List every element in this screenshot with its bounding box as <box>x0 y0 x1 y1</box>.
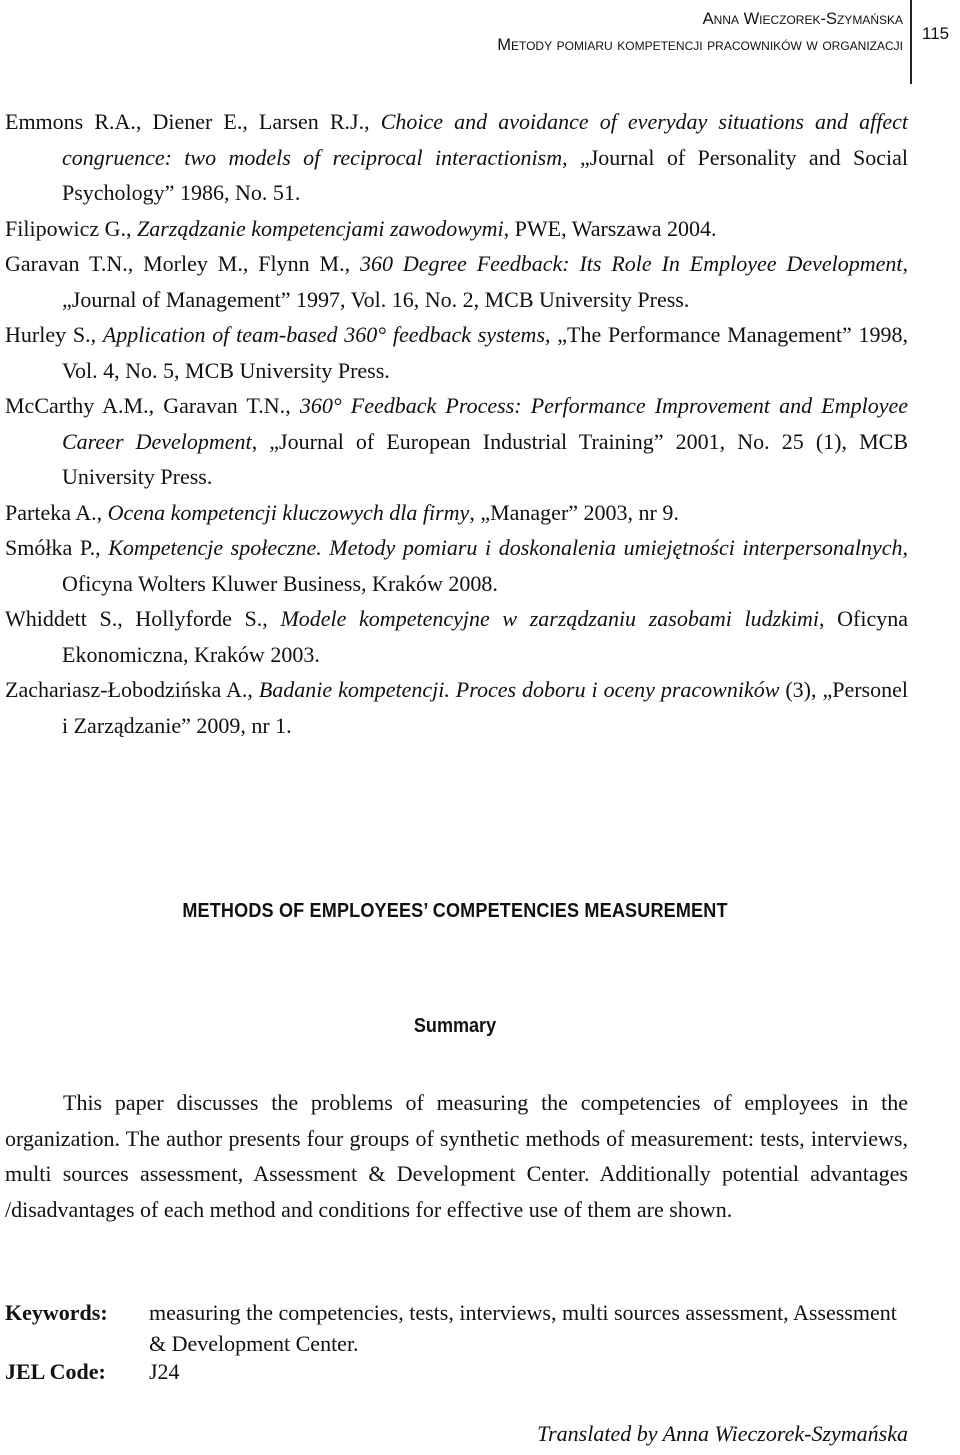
reference-source: , „Journal of Management” 1997, Vol. 16, No. 2, MCB University Press. <box>62 251 909 312</box>
reference-item: Filipowicz G., Zarządzanie kompetencjami zawodowymi, PWE, Warszawa 2004. <box>5 215 717 241</box>
reference-title: Zarządzanie kompetencjami zawodowymi <box>137 215 504 241</box>
reference-authors: Parteka A. <box>5 499 97 525</box>
reference-authors: Zachariasz-Łobodzińska A. <box>5 677 248 702</box>
reference-item: Emmons R.A., Diener E., Larsen R.J., Choice and avoidance of everyday situations and affect congruence: two models of reciprocal interactionism, „Journal of Personality and Social Psychology” 1986, No. 51. <box>5 109 908 205</box>
reference-title: Application of team-based 360° feedback systems <box>102 322 546 347</box>
reference-source: , „The Performance Management” 1998, Vol. 4, No. 5, MCB University Press. <box>62 322 909 383</box>
reference-authors: Hurley S. <box>5 322 91 347</box>
reference-source: , Oficyna Wolters Kluwer Business, Kraków 2008. <box>62 535 909 596</box>
reference-authors: McCarthy A.M., Garavan T.N. <box>5 393 286 418</box>
reference-authors: Whiddett S., Hollyforde S. <box>5 606 263 631</box>
reference-item: Whiddett S., Hollyforde S., Modele kompetencyjne w zarządzaniu zasobami ludzkimi, Oficyna Ekonomiczna, Kraków 2003. <box>5 606 909 667</box>
reference-title: Modele kompetencyjne w zarządzaniu zasobami ludzkimi <box>280 606 820 631</box>
jel-label: JEL Code: <box>5 1359 106 1384</box>
reference-item: McCarthy A.M., Garavan T.N., 360° Feedback Process: Performance Improvement and Employee Career Development, „Journal of European Industrial Training” 2001, No. 25 (1), MCB University Press. <box>5 393 909 489</box>
header-author: Anna Wieczorek-Szymańska <box>702 10 903 28</box>
reference-item: Garavan T.N., Morley M., Flynn M., 360 Degree Feedback: Its Role In Employee Development, „Journal of Management” 1997, Vol. 16, No. 2, MCB University Press. <box>5 251 909 312</box>
reference-item: Parteka A., Ocena kompetencji kluczowych dla firmy, „Manager” 2003, nr 9. <box>5 499 679 525</box>
header-journal-title: Metody pomiaru kompetencji pracowników w organizacji <box>497 36 903 54</box>
reference-authors: Garavan T.N., Morley M., Flynn M. <box>5 251 345 276</box>
reference-item: Zachariasz-Łobodzińska A., Badanie kompetencji. Proces doboru i oceny pracowników (3), „Personel i Zarządzanie” 2009, nr 1. <box>5 677 908 738</box>
reference-source: , Oficyna Ekonomiczna, Kraków 2003. <box>62 606 909 667</box>
reference-item: Smółka P., Kompetencje społeczne. Metody pomiaru i doskonalenia umiejętności interpersonalnych, Oficyna Wolters Kluwer Business, Kraków 2008. <box>5 535 909 596</box>
summary-heading: Summary <box>413 1014 497 1037</box>
reference-title: Choice and avoidance of everyday situations and affect congruence: two models of reciprocal interactionism <box>62 109 908 170</box>
reference-title: 360 Degree Feedback: Its Role In Employee Development <box>359 251 903 276</box>
jel-code: J24 <box>149 1359 180 1384</box>
reference-authors: Filipowicz G. <box>5 215 126 241</box>
reference-source: , PWE, Warszawa 2004. <box>503 215 717 241</box>
reference-list <box>5 104 908 743</box>
reference-source: (3), „Personel i Zarządzanie” 2009, nr 1. <box>62 677 908 738</box>
reference-title: 360° Feedback Process: Performance Improvement and Employee Career Development <box>62 393 909 454</box>
reference-source: , „Journal of Personality and Social Psychology” 1986, No. 51. <box>62 144 908 205</box>
keywords-text: measuring the competencies, tests, interviews, multi sources assessment, Assessment & Development Center. <box>149 1300 897 1356</box>
page-number: 115 <box>922 24 950 43</box>
reference-title: Ocena kompetencji kluczowych dla firmy <box>107 499 470 525</box>
reference-authors: Smółka P. <box>5 535 96 560</box>
reference-source: , „Manager” 2003, nr 9. <box>469 499 679 525</box>
reference-source: , „Journal of European Industrial Training” 2001, No. 25 (1), MCB University Press. <box>62 428 909 489</box>
header-vertical-rule <box>910 0 912 84</box>
reference-authors: Emmons R.A., Diener E., Larsen R.J. <box>5 109 365 134</box>
summary-paragraph: This paper discusses the problems of measuring the competencies of employees in the organization. The author presents four groups of synthetic methods of measurement: tests, interviews, multi sources assessment, Assessment & Development Center. Additionally potential advantages /disadvantages of each method and conditions for effective use of them are shown. <box>5 1090 908 1222</box>
keywords-label: Keywords: <box>5 1300 108 1325</box>
reference-title: Badanie kompetencji. Proces doboru i oceny pracowników <box>258 677 780 702</box>
running-header <box>0 6 903 58</box>
translator-credit: Translated by Anna Wieczorek-Szymańska <box>537 1421 908 1446</box>
reference-title: Kompetencje społeczne. Metody pomiaru i doskonalenia umiejętności interpersonalnych <box>108 535 903 560</box>
reference-item: Hurley S., Application of team-based 360° feedback systems, „The Performance Management” 1998, Vol. 4, No. 5, MCB University Press. <box>5 322 909 383</box>
english-title: METHODS OF EMPLOYEES’ COMPETENCIES MEASUREMENT <box>182 899 728 922</box>
